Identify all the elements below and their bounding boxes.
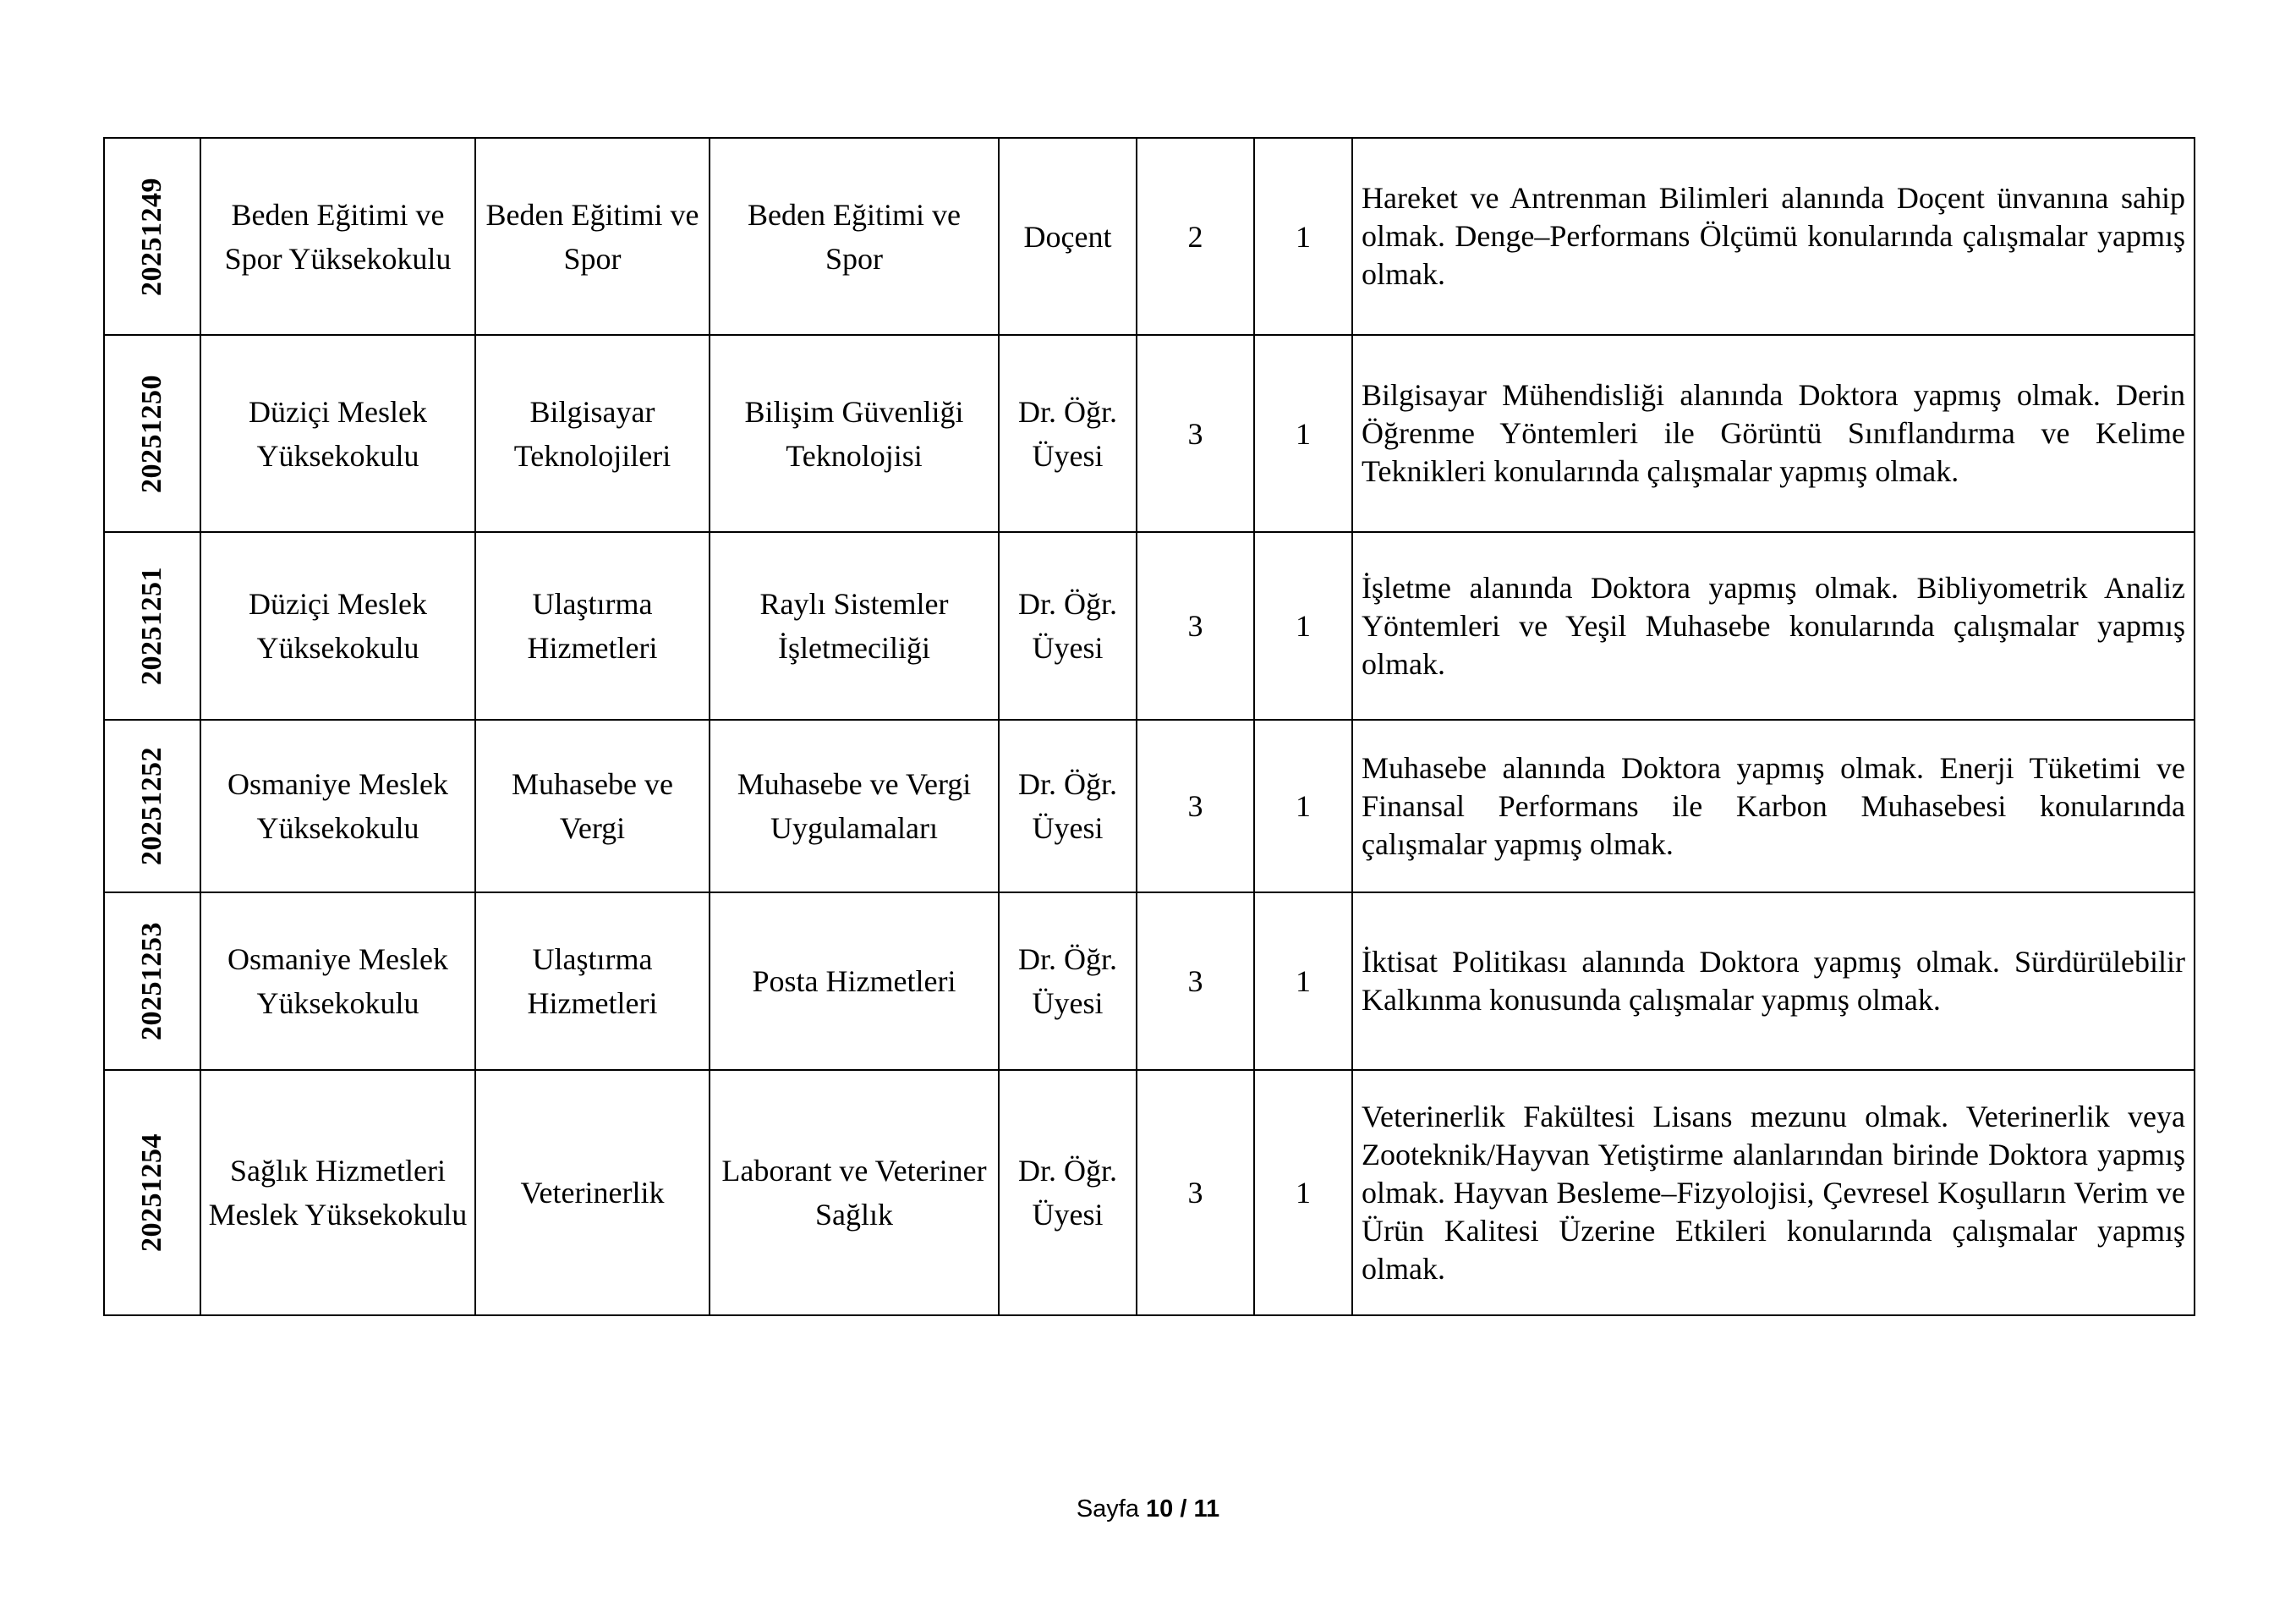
requirements-cell — [1352, 138, 2195, 335]
department-name: Bilgisayar Teknolojileri — [513, 394, 671, 473]
position-code-cell — [104, 532, 200, 720]
count-cell — [1254, 138, 1352, 335]
table-row — [104, 138, 2195, 335]
requirements-cell — [1352, 335, 2195, 532]
department-cell — [475, 138, 710, 335]
position-code: 20251253 — [136, 922, 167, 1040]
position-code-cell — [104, 892, 200, 1070]
position-code: 20251249 — [136, 177, 167, 296]
degree-value: 3 — [1187, 416, 1203, 451]
count-value: 1 — [1296, 789, 1311, 823]
count-value: 1 — [1296, 219, 1311, 254]
page-separator: / — [1180, 1495, 1187, 1522]
table-row — [104, 532, 2195, 720]
unit-cell — [200, 532, 475, 720]
count-value: 1 — [1296, 416, 1311, 451]
title-cell — [999, 532, 1137, 720]
title-cell — [999, 1070, 1137, 1315]
department-cell — [475, 335, 710, 532]
academic-title: Dr. Öğr. Üyesi — [1018, 587, 1117, 665]
requirements-cell — [1352, 532, 2195, 720]
requirements-text: Bilgisayar Mühendisliği alanında Doktora yapmış olmak. Derin Öğrenme Yöntemleri ile Görüntü Sınıflandırma ve Kelime Teknikleri konularında çalışmalar yapmış olmak. — [1362, 378, 2185, 488]
page-label: Sayfa — [1076, 1495, 1139, 1522]
program-cell — [710, 720, 999, 892]
count-value: 1 — [1296, 964, 1311, 998]
count-cell — [1254, 1070, 1352, 1315]
degree-cell — [1137, 335, 1254, 532]
program-cell — [710, 335, 999, 532]
requirements-cell — [1352, 720, 2195, 892]
requirements-text: İktisat Politikası alanında Doktora yapmış olmak. Sürdürülebilir Kalkınma konusunda çalışmalar yapmış olmak. — [1362, 945, 2185, 1017]
program-name: Muhasebe ve Vergi Uygulamaları — [737, 767, 972, 845]
degree-value: 3 — [1187, 789, 1203, 823]
degree-value: 3 — [1187, 1176, 1203, 1210]
title-cell — [999, 720, 1137, 892]
program-cell — [710, 892, 999, 1070]
requirements-text: Veterinerlik Fakültesi Lisans mezunu olmak. Veterinerlik veya Zooteknik/Hayvan Yetiştirme alanlarından birinde Doktora yapmış olmak. Hayvan Besleme–Fizyolojisi, Çevresel Koşulların Verim ve Ürün Kalitesi Üzerine Etkileri konularında çalışmalar yapmış olmak. — [1362, 1099, 2185, 1286]
academic-title: Dr. Öğr. Üyesi — [1018, 394, 1117, 473]
position-code-cell — [104, 138, 200, 335]
unit-name: Düziçi Meslek Yüksekokulu — [249, 394, 427, 473]
title-cell — [999, 335, 1137, 532]
program-name: Posta Hizmetleri — [752, 964, 956, 998]
degree-value: 2 — [1187, 219, 1203, 254]
department-cell — [475, 1070, 710, 1315]
positions-table — [103, 137, 2195, 1316]
requirements-text: Muhasebe alanında Doktora yapmış olmak. Enerji Tüketimi ve Finansal Performans ile Karbon Muhasebesi konularında çalışmalar yapmış olmak. — [1362, 750, 2185, 861]
department-name: Beden Eğitimi ve Spor — [485, 197, 699, 276]
unit-name: Osmaniye Meslek Yüksekokulu — [227, 942, 448, 1020]
unit-name: Osmaniye Meslek Yüksekokulu — [227, 767, 448, 845]
requirements-text: Hareket ve Antrenman Bilimleri alanında Doçent ünvanına sahip olmak. Denge–Performans Ölçümü konularında çalışmalar yapmış olmak. — [1362, 181, 2185, 291]
academic-title: Dr. Öğr. Üyesi — [1018, 942, 1117, 1020]
unit-cell — [200, 720, 475, 892]
department-name: Muhasebe ve Vergi — [512, 767, 673, 845]
unit-cell — [200, 1070, 475, 1315]
position-code: 20251252 — [136, 747, 167, 865]
program-cell — [710, 1070, 999, 1315]
academic-title: Dr. Öğr. Üyesi — [1018, 1154, 1117, 1232]
table-row — [104, 1070, 2195, 1315]
count-value: 1 — [1296, 1176, 1311, 1210]
position-code: 20251250 — [136, 374, 167, 493]
title-cell — [999, 138, 1137, 335]
program-cell — [710, 138, 999, 335]
program-name: Laborant ve Veteriner Sağlık — [721, 1154, 987, 1232]
title-cell — [999, 892, 1137, 1070]
count-cell — [1254, 892, 1352, 1070]
page-footer — [0, 1495, 2296, 1523]
position-code-cell — [104, 720, 200, 892]
requirements-text: İşletme alanında Doktora yapmış olmak. Bibliyometrik Analiz Yöntemleri ve Yeşil Muhasebe konularında çalışmalar yapmış olmak. — [1362, 570, 2185, 681]
department-name: Ulaştırma Hizmetleri — [527, 587, 658, 665]
degree-cell — [1137, 720, 1254, 892]
degree-cell — [1137, 1070, 1254, 1315]
program-name: Raylı Sistemler İşletmeciliği — [759, 587, 949, 665]
unit-name: Sağlık Hizmetleri Meslek Yüksekokulu — [208, 1154, 468, 1232]
requirements-cell — [1352, 892, 2195, 1070]
program-name: Beden Eğitimi ve Spor — [748, 197, 961, 276]
position-code-cell — [104, 1070, 200, 1315]
unit-name: Beden Eğitimi ve Spor Yüksekokulu — [224, 197, 452, 276]
academic-title: Doçent — [1023, 219, 1112, 254]
department-cell — [475, 892, 710, 1070]
page-total: 11 — [1193, 1495, 1220, 1522]
table-row — [104, 892, 2195, 1070]
position-code: 20251254 — [136, 1133, 167, 1252]
count-cell — [1254, 720, 1352, 892]
position-code: 20251251 — [136, 567, 167, 685]
department-cell — [475, 532, 710, 720]
program-name: Bilişim Güvenliği Teknolojisi — [744, 394, 964, 473]
position-code-cell — [104, 335, 200, 532]
table-row — [104, 335, 2195, 532]
count-value: 1 — [1296, 609, 1311, 643]
department-name: Veterinerlik — [520, 1176, 665, 1210]
unit-cell — [200, 335, 475, 532]
program-cell — [710, 532, 999, 720]
count-cell — [1254, 335, 1352, 532]
count-cell — [1254, 532, 1352, 720]
degree-cell — [1137, 892, 1254, 1070]
academic-title: Dr. Öğr. Üyesi — [1018, 767, 1117, 845]
degree-value: 3 — [1187, 609, 1203, 643]
degree-cell — [1137, 138, 1254, 335]
unit-cell — [200, 892, 475, 1070]
department-cell — [475, 720, 710, 892]
table-row — [104, 720, 2195, 892]
degree-value: 3 — [1187, 964, 1203, 998]
department-name: Ulaştırma Hizmetleri — [527, 942, 658, 1020]
unit-name: Düziçi Meslek Yüksekokulu — [249, 587, 427, 665]
degree-cell — [1137, 532, 1254, 720]
requirements-cell — [1352, 1070, 2195, 1315]
page-current: 10 — [1146, 1495, 1174, 1522]
unit-cell — [200, 138, 475, 335]
